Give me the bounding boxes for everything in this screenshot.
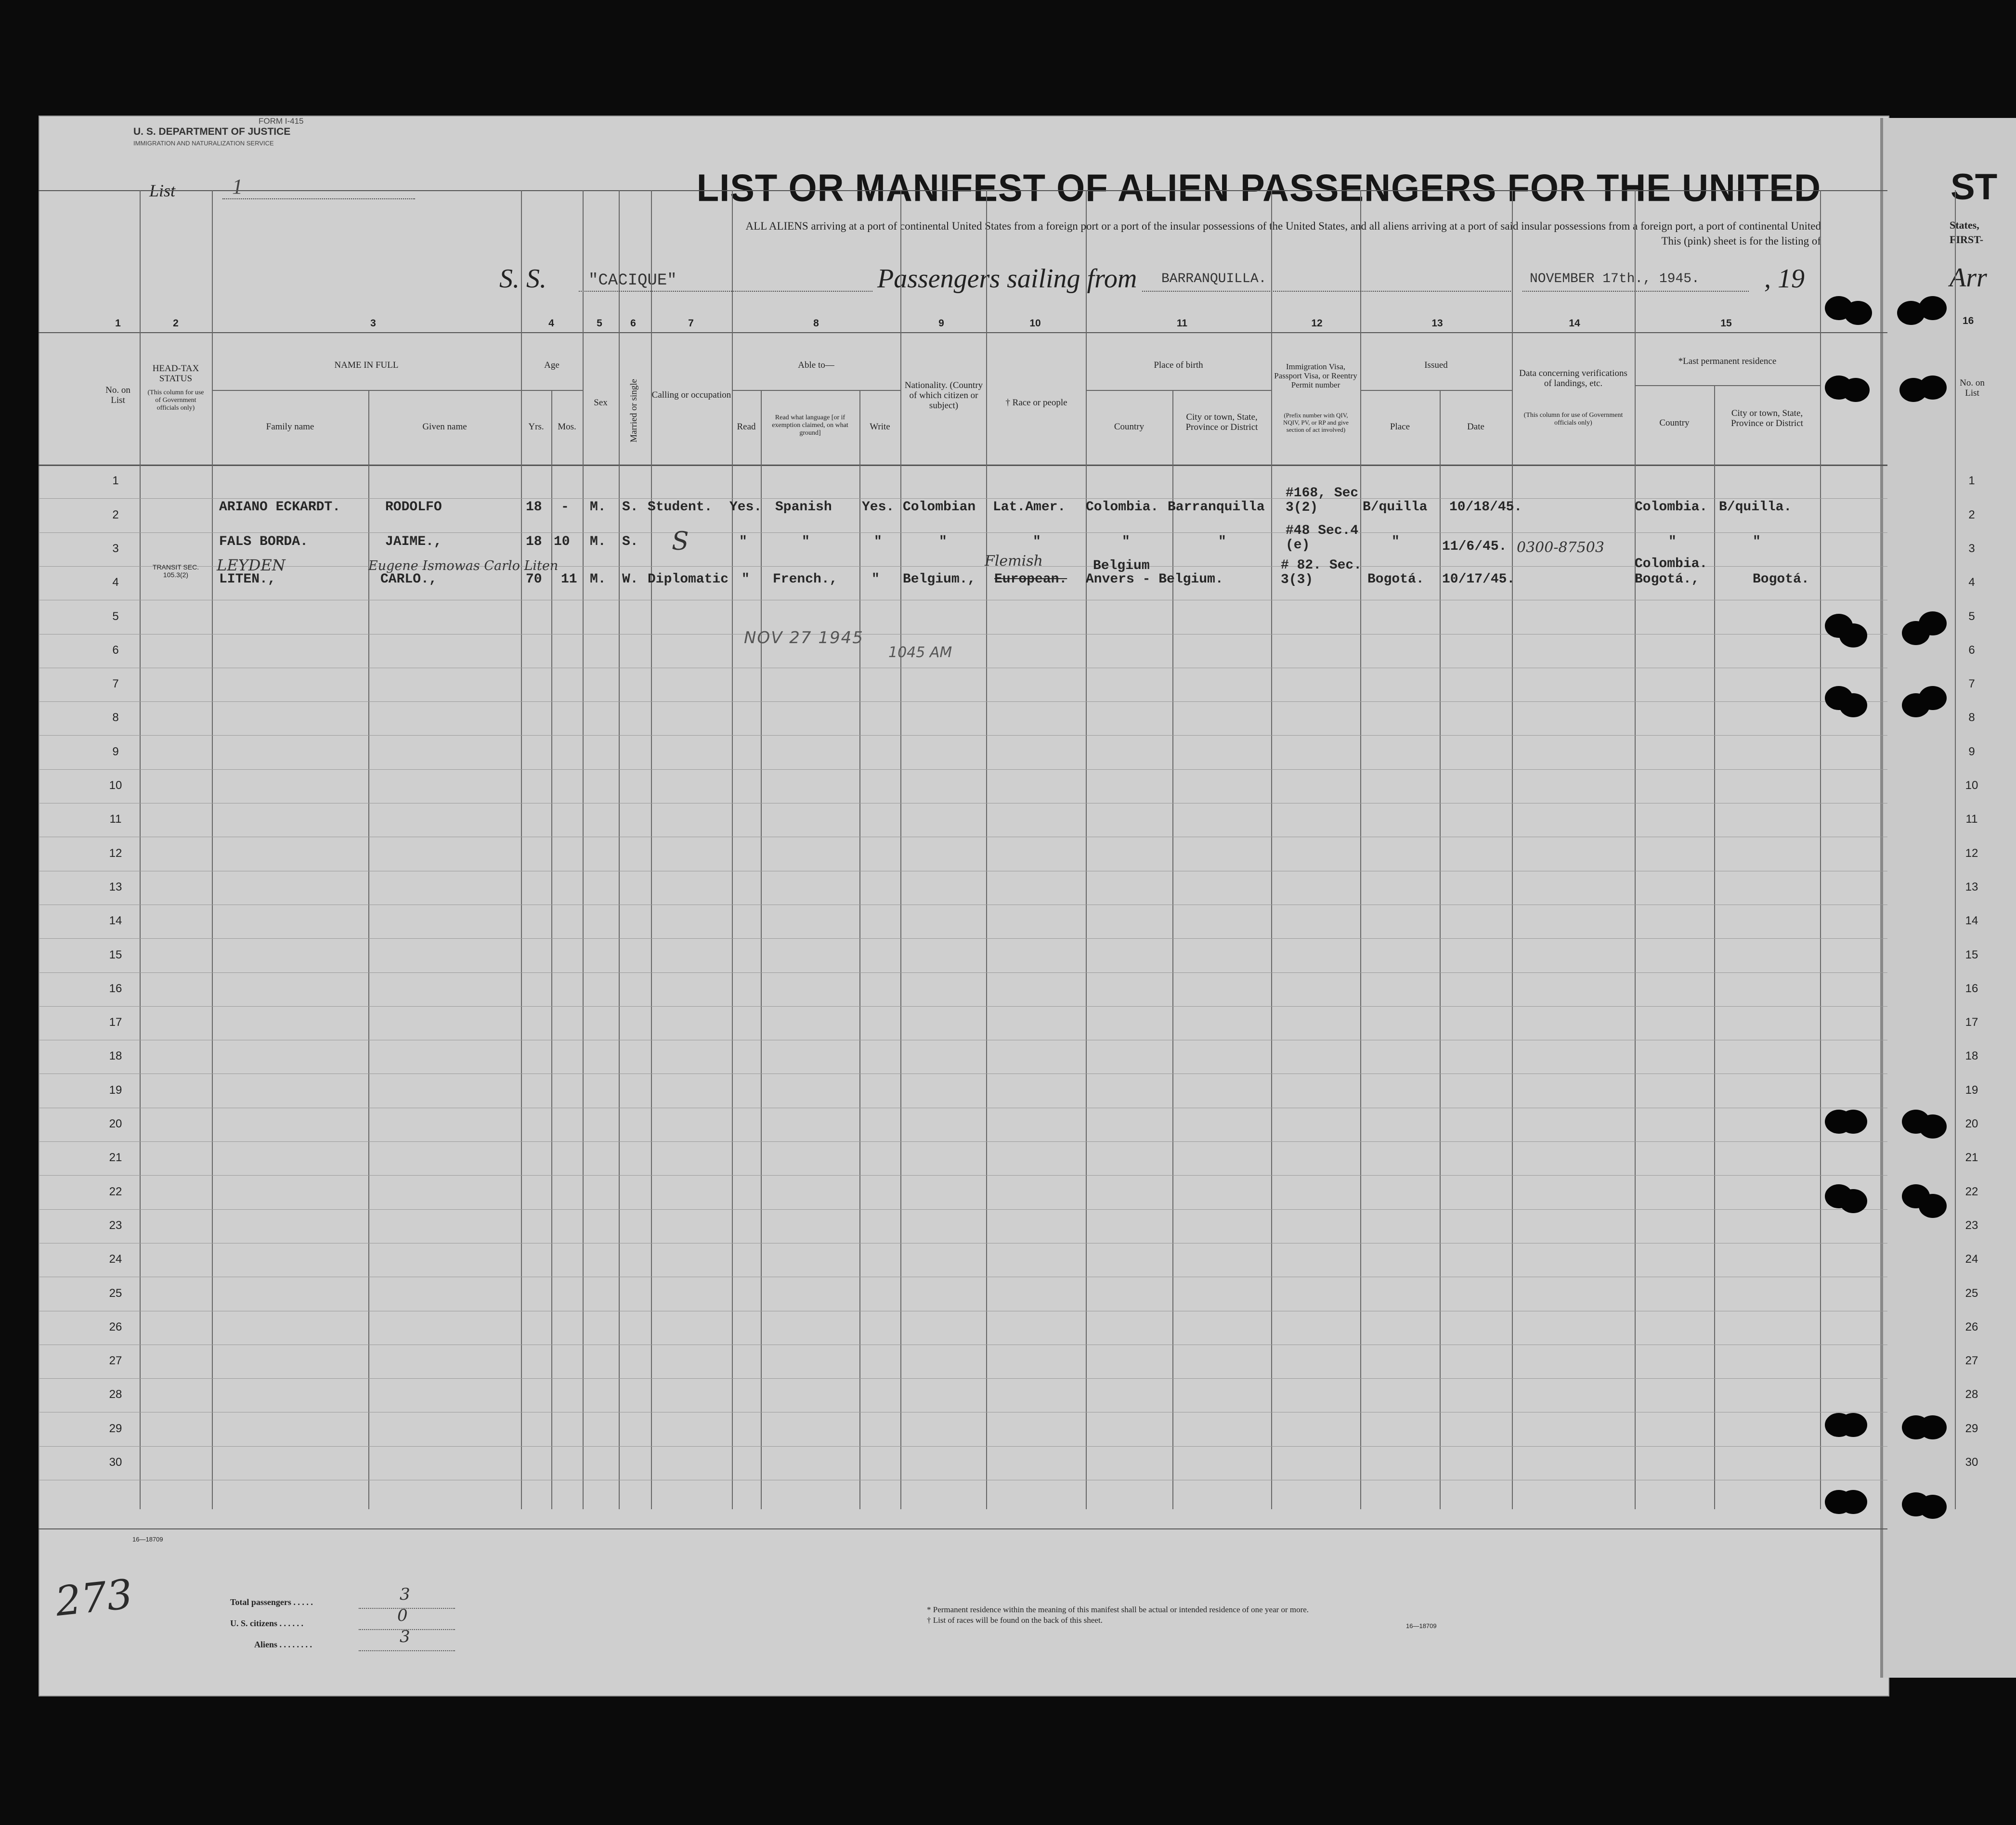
row-number: 17: [109, 1016, 122, 1029]
row-number: 5: [112, 609, 119, 623]
us-citizens-value: 0: [397, 1606, 408, 1625]
row1-calling: Student.: [648, 500, 713, 515]
row1-language: Spanish: [775, 500, 832, 515]
punch-hole: [1839, 623, 1867, 647]
page-subtitle-2: This (pink) sheet is for the listing of: [1661, 235, 1821, 247]
row-number: 24: [109, 1253, 122, 1266]
punch-hole: [1839, 1490, 1867, 1514]
list-label: List: [149, 181, 176, 200]
header-no-on-list: No. on List: [105, 385, 130, 405]
row3-head-tax: TRANSIT SEC. 105.3(2): [152, 563, 199, 579]
row2-verification: 0300-87503: [1517, 539, 1604, 556]
row2-married: S.: [622, 534, 638, 549]
column-number: 14: [1569, 318, 1580, 329]
row2-sex: M.: [590, 534, 606, 549]
row1-age-yrs: 18: [526, 500, 542, 515]
row3-residence-country: Colombia. Bogotá.,: [1635, 557, 1708, 587]
row-rule: [39, 1141, 1887, 1142]
header-verification: Data concerning verifications of landings, etc.: [1519, 368, 1627, 388]
row2-given-name: JAIME.,: [385, 534, 442, 549]
row1-residence-country: Colombia.: [1635, 500, 1708, 515]
header-issued-place: Place: [1390, 422, 1410, 432]
header-residence-city: City or town, State, Province or District: [1731, 408, 1803, 428]
column-number: 11: [1176, 318, 1188, 329]
row2-family-name: FALS BORDA.: [219, 534, 308, 549]
row3-birth-country: Anvers - Belgium.: [1086, 572, 1223, 587]
header-nationality: Nationality. (Country of which citizen or subject): [904, 380, 983, 411]
row-number: 1: [112, 474, 119, 488]
page-title: LIST OR MANIFEST OF ALIEN PASSENGERS FOR THE UNITED: [696, 166, 1821, 210]
sailing-port: BARRANQUILLA.: [1161, 272, 1267, 286]
column-number: 4: [548, 318, 554, 329]
column-number: 12: [1311, 318, 1323, 329]
adjacent-row-number: 28: [1965, 1388, 1978, 1401]
header-visa-note: (Prefix number with QIV, NQIV, PV, or RP and give section of act involved): [1283, 412, 1349, 433]
row1-race: Lat.Amer.: [993, 500, 1066, 515]
row-rule: [39, 735, 1887, 736]
adjacent-row-number: 22: [1965, 1185, 1978, 1198]
adjacent-row-number: 2: [1968, 508, 1975, 521]
row-number: 28: [109, 1388, 122, 1401]
vline: [1714, 385, 1715, 1509]
row-rule: [39, 701, 1887, 702]
adjacent-row-number: 24: [1965, 1253, 1978, 1266]
column-number: 3: [370, 318, 376, 329]
adjacent-row-number: 19: [1965, 1083, 1978, 1097]
vline: [1086, 190, 1087, 1509]
row1-issued-place: B/quilla: [1363, 500, 1428, 515]
header-birth-country: Country: [1114, 422, 1145, 432]
row-rule: [39, 1006, 1887, 1007]
row1-sex: M.: [590, 500, 606, 515]
adjacent-col-num: 16: [1963, 315, 1974, 326]
header-married: Married or single: [629, 379, 639, 442]
row2-write: ": [874, 534, 882, 549]
us-citizens-label: U. S. citizens . . . . . .: [230, 1618, 303, 1628]
row2-issued-date: 11/6/45.: [1442, 539, 1507, 554]
row1-birth-city: Barranquilla: [1168, 500, 1265, 515]
row3-given-name: CARLO.,: [380, 572, 437, 587]
footnote-races: † List of races will be found on the back of this sheet.: [927, 1616, 1103, 1625]
row1-issued-date: 10/18/45.: [1449, 500, 1522, 515]
list-underline: [222, 198, 415, 199]
row-number: 8: [112, 711, 119, 725]
punch-hole: [1919, 1114, 1947, 1139]
rule-able-split: [732, 390, 900, 391]
punch-hole: [1839, 1189, 1867, 1213]
adjacent-line-1: States,: [1950, 219, 1979, 231]
row-number: 4: [112, 576, 119, 589]
punch-hole: [1842, 378, 1870, 402]
vline: [368, 390, 369, 1509]
list-value: 1: [232, 175, 243, 198]
vline: [1360, 190, 1361, 1509]
punch-hole: [1919, 1495, 1947, 1519]
adjacent-row-number: 16: [1965, 982, 1978, 995]
vline: [619, 190, 620, 1509]
row2-language: ": [802, 534, 810, 549]
row1-write: Yes.: [862, 500, 895, 515]
vline: [986, 190, 987, 1509]
adjacent-row-number: 4: [1968, 576, 1975, 589]
row-number: 23: [109, 1218, 122, 1232]
header-head-tax: HEAD-TAX STATUS: [152, 363, 199, 384]
row1-residence-city: B/quilla.: [1719, 500, 1792, 515]
punch-hole: [1844, 301, 1872, 325]
row-rule: [39, 938, 1887, 939]
row3-language: French.,: [773, 572, 838, 587]
row-number: 11: [109, 813, 122, 826]
adjacent-row-number: 23: [1965, 1218, 1978, 1232]
row2-nationality: ": [939, 534, 947, 549]
footnote-residence: * Permanent residence within the meaning of this manifest shall be actual or intended residence of one year or more.: [927, 1605, 1309, 1614]
row3-read: ": [741, 572, 750, 587]
row-number: 6: [112, 643, 119, 657]
adjacent-row-number: 1: [1968, 474, 1975, 488]
service-name: IMMIGRATION AND NATURALIZATION SERVICE: [133, 140, 274, 147]
row3-family-name: LITEN.,: [219, 572, 276, 587]
header-family-name: Family name: [266, 422, 314, 432]
department-name: U. S. DEPARTMENT OF JUSTICE: [133, 126, 291, 137]
row-rule: [39, 1378, 1887, 1379]
row1-age-mos: -: [561, 500, 569, 515]
header-read-language: Read what language [or if exemption claimed, on what ground]: [772, 414, 848, 437]
row-number: 18: [109, 1049, 122, 1063]
header-age: Age: [544, 360, 559, 370]
adjacent-row-number: 30: [1965, 1456, 1978, 1469]
year-label: , 19: [1764, 264, 1805, 294]
punch-hole: [1839, 1110, 1867, 1134]
adjacent-row-number: 6: [1968, 643, 1975, 657]
port-underline: [1142, 291, 1513, 292]
adjacent-row-number: 8: [1968, 711, 1975, 725]
header-last-residence: *Last permanent residence: [1678, 356, 1777, 366]
row-number: 3: [112, 542, 119, 555]
row3-calling: Diplomatic: [648, 572, 729, 587]
row-number: 25: [109, 1286, 122, 1300]
punch-hole: [1919, 1194, 1947, 1218]
ship-name: "CACIQUE": [588, 272, 677, 290]
adjacent-col-label: No. on List: [1960, 378, 1985, 398]
page-subtitle-1: ALL ALIENS arriving at a port of continental United States from a foreign port or a port of the insular possessions of the United States, and all aliens arriving at a port of said insular possessions from a foreign port, a port of continental United: [745, 220, 1821, 232]
row3-write: ": [871, 572, 880, 587]
row3-nationality: Belgium.,: [903, 572, 976, 587]
row2-residence-city: ": [1753, 534, 1761, 549]
row3-age-yrs: 70: [526, 572, 542, 587]
row1-visa: #168, Sec 3(2): [1286, 486, 1359, 515]
vline: [1512, 190, 1513, 1509]
adjacent-row-number: 11: [1965, 813, 1978, 826]
adjacent-row-number: 29: [1965, 1422, 1978, 1435]
row2-birth-city: ": [1218, 534, 1226, 549]
header-write: Write: [870, 422, 890, 432]
adjacent-row-number: 20: [1965, 1117, 1978, 1130]
adjacent-row-number: 25: [1965, 1286, 1978, 1300]
vline: [900, 190, 901, 1509]
vline: [761, 390, 762, 1509]
row3-race: European.: [994, 572, 1067, 587]
adjacent-row-number: 15: [1965, 948, 1978, 961]
row2-residence-country: ": [1668, 534, 1677, 549]
manifest-sheet: [39, 116, 1889, 1696]
header-place-of-birth: Place of birth: [1154, 360, 1203, 370]
header-sex: Sex: [594, 398, 608, 408]
punch-hole: [1919, 686, 1947, 710]
header-rule-top: [39, 190, 1887, 191]
vline: [551, 390, 552, 1509]
column-number: 1: [115, 318, 121, 329]
sheet-number-handwritten: 273: [53, 1570, 135, 1626]
row-number: 26: [109, 1320, 122, 1333]
row2-birth-country: ": [1122, 534, 1130, 549]
row3-married: W.: [622, 572, 638, 587]
adjacent-row-number: 3: [1968, 542, 1975, 555]
row-number: 15: [109, 948, 122, 961]
aliens-underline: [359, 1650, 455, 1651]
adjacent-row-number: 18: [1965, 1049, 1978, 1063]
row2-calling: S: [672, 527, 689, 556]
ship-underline: [579, 291, 872, 292]
column-number: 5: [597, 318, 602, 329]
row-number: 29: [109, 1422, 122, 1435]
row2-issued-place: ": [1392, 534, 1400, 549]
header-able-to: Able to—: [798, 360, 834, 370]
column-number: 8: [813, 318, 819, 329]
adjacent-row-number: 21: [1965, 1151, 1978, 1165]
row-rule: [39, 498, 1887, 499]
adjacent-sheet: [1880, 118, 2016, 1678]
row-rule: [39, 1175, 1887, 1176]
aliens-value: 3: [400, 1627, 410, 1646]
row-number: 27: [109, 1354, 122, 1368]
row3-race-handwritten: Flemish: [985, 553, 1043, 570]
row-rule: [39, 769, 1887, 770]
row1-married: S.: [622, 500, 638, 515]
header-given-name: Given name: [422, 422, 467, 432]
header-race: † Race or people: [1005, 398, 1067, 408]
header-read: Read: [737, 422, 756, 432]
punch-hole: [1919, 611, 1947, 635]
row-number: 22: [109, 1185, 122, 1198]
adjacent-row-number: 5: [1968, 609, 1975, 623]
column-number: 6: [630, 318, 636, 329]
punch-hole: [1919, 375, 1947, 400]
adjacent-row-number: 17: [1965, 1016, 1978, 1029]
column-number: 10: [1029, 318, 1041, 329]
aliens-label: Aliens . . . . . . . .: [254, 1640, 312, 1649]
column-number: 13: [1431, 318, 1443, 329]
vline: [212, 190, 213, 1509]
ship-label: S. S.: [499, 264, 546, 294]
header-head-tax-note: (This column for use of Government officials only): [147, 389, 204, 412]
row2-read: ": [739, 534, 747, 549]
row2-race: ": [1033, 534, 1041, 549]
adjacent-title-fragment: ST: [1951, 167, 1998, 207]
row2-visa: #48 Sec.4 (e): [1286, 523, 1359, 553]
header-rule-bottom: [39, 465, 1887, 466]
row2-age-yrs: 18: [526, 534, 542, 549]
row-rule: [39, 1446, 1887, 1447]
row-number: 21: [109, 1151, 122, 1165]
adjacent-line-3: Arr: [1950, 263, 1987, 293]
adjacent-row-number: 26: [1965, 1320, 1978, 1333]
punch-hole: [1839, 693, 1867, 717]
column-number: 2: [173, 318, 179, 329]
rule-birth-split: [1086, 390, 1271, 391]
column-number: 9: [938, 318, 944, 329]
row1-given-name: RODOLFO: [385, 500, 442, 515]
adjacent-line-2: FIRST-: [1950, 233, 1984, 246]
received-date-stamp: NOV 27 1945: [744, 628, 864, 647]
row-number: 12: [109, 846, 122, 860]
adjacent-row-number: 12: [1965, 846, 1978, 860]
vline: [1635, 190, 1636, 1509]
table-rule-bottom: [39, 1528, 1887, 1529]
sailing-label: Passengers sailing from: [877, 264, 1137, 294]
vline: [1440, 390, 1441, 1509]
header-residence-country: Country: [1659, 418, 1690, 428]
vline: [521, 190, 522, 1509]
row-number: 10: [109, 779, 122, 792]
rule-residence-split: [1635, 385, 1820, 386]
form-code-footer: 16—18709: [1406, 1622, 1437, 1630]
punch-hole: [1919, 296, 1947, 320]
total-passengers-label: Total passengers . . . . .: [230, 1597, 313, 1607]
vline: [1820, 190, 1821, 1509]
header-visa: Immigration Visa, Passport Visa, or Reentry Permit number: [1274, 362, 1357, 389]
row1-nationality: Colombian: [903, 500, 976, 515]
header-rule-colnums: [39, 332, 1887, 333]
header-birth-city: City or town, State, Province or District: [1185, 412, 1258, 432]
row-number: 2: [112, 508, 119, 521]
row-rule: [39, 972, 1887, 973]
header-issued-date: Date: [1467, 422, 1484, 432]
rule-issued-split: [1360, 390, 1512, 391]
punch-hole: [1919, 1415, 1947, 1439]
row1-read: Yes.: [729, 500, 762, 515]
row3-visa: # 82. Sec. 3(3): [1281, 558, 1362, 587]
row-number: 19: [109, 1083, 122, 1097]
row3-family-handwritten: LEYDEN: [217, 556, 286, 574]
vline: [651, 190, 652, 1509]
row3-age-mos: 11: [561, 572, 577, 587]
adjacent-row-number: 14: [1965, 914, 1978, 928]
header-calling: Calling or occupation: [651, 390, 731, 400]
vline: [1172, 390, 1173, 1509]
adjacent-row-number: 7: [1968, 677, 1975, 691]
row1-birth-country: Colombia.: [1086, 500, 1159, 515]
form-code-left: 16—18709: [132, 1536, 163, 1543]
row3-given-handwritten: Eugene Ismowas Carlo Liten: [368, 558, 559, 573]
row-number: 16: [109, 982, 122, 995]
header-name-in-full: NAME IN FULL: [334, 360, 399, 370]
date-underline: [1522, 291, 1749, 292]
total-passengers-value: 3: [400, 1585, 410, 1604]
header-verification-note: (This column for use of Government officials only): [1523, 412, 1623, 427]
form-number: FORM I-415: [259, 116, 304, 126]
row-number: 7: [112, 677, 119, 691]
sailing-date: NOVEMBER 17th., 1945.: [1530, 272, 1700, 286]
row-rule: [39, 566, 1887, 567]
row-number: 30: [109, 1456, 122, 1469]
column-number: 7: [688, 318, 694, 329]
adjacent-row-number: 27: [1965, 1354, 1978, 1368]
row-number: 14: [109, 914, 122, 928]
header-issued: Issued: [1424, 360, 1448, 370]
column-number: 15: [1720, 318, 1732, 329]
punch-hole: [1839, 1413, 1867, 1437]
adjacent-row-number: 13: [1965, 880, 1978, 893]
vline: [583, 190, 584, 1509]
row2-age-mos: 10: [554, 534, 570, 549]
row-number: 9: [112, 745, 119, 758]
row3-residence-city: Bogotá.: [1753, 572, 1809, 587]
row1-family-name: ARIANO ECKARDT.: [219, 500, 341, 515]
vline: [859, 390, 860, 1509]
vline: [732, 190, 733, 1509]
row3-issued-place: Bogotá.: [1367, 572, 1424, 587]
received-time-stamp: 1045 AM: [888, 644, 952, 661]
vline: [140, 190, 141, 1509]
row-number: 13: [109, 880, 122, 893]
header-yrs: Yrs.: [528, 422, 544, 432]
vline: [1271, 190, 1272, 1509]
header-mos: Mos.: [558, 422, 576, 432]
adjacent-row-number: 10: [1965, 779, 1978, 792]
adjacent-row-number: 9: [1968, 745, 1975, 758]
row-rule: [39, 532, 1887, 533]
row3-issued-date: 10/17/45.: [1442, 572, 1515, 587]
row3-sex: M.: [590, 572, 606, 587]
row3-birth-country-handwritten: Belgium: [1093, 558, 1150, 573]
row-rule: [39, 1209, 1887, 1210]
row-number: 20: [109, 1117, 122, 1130]
